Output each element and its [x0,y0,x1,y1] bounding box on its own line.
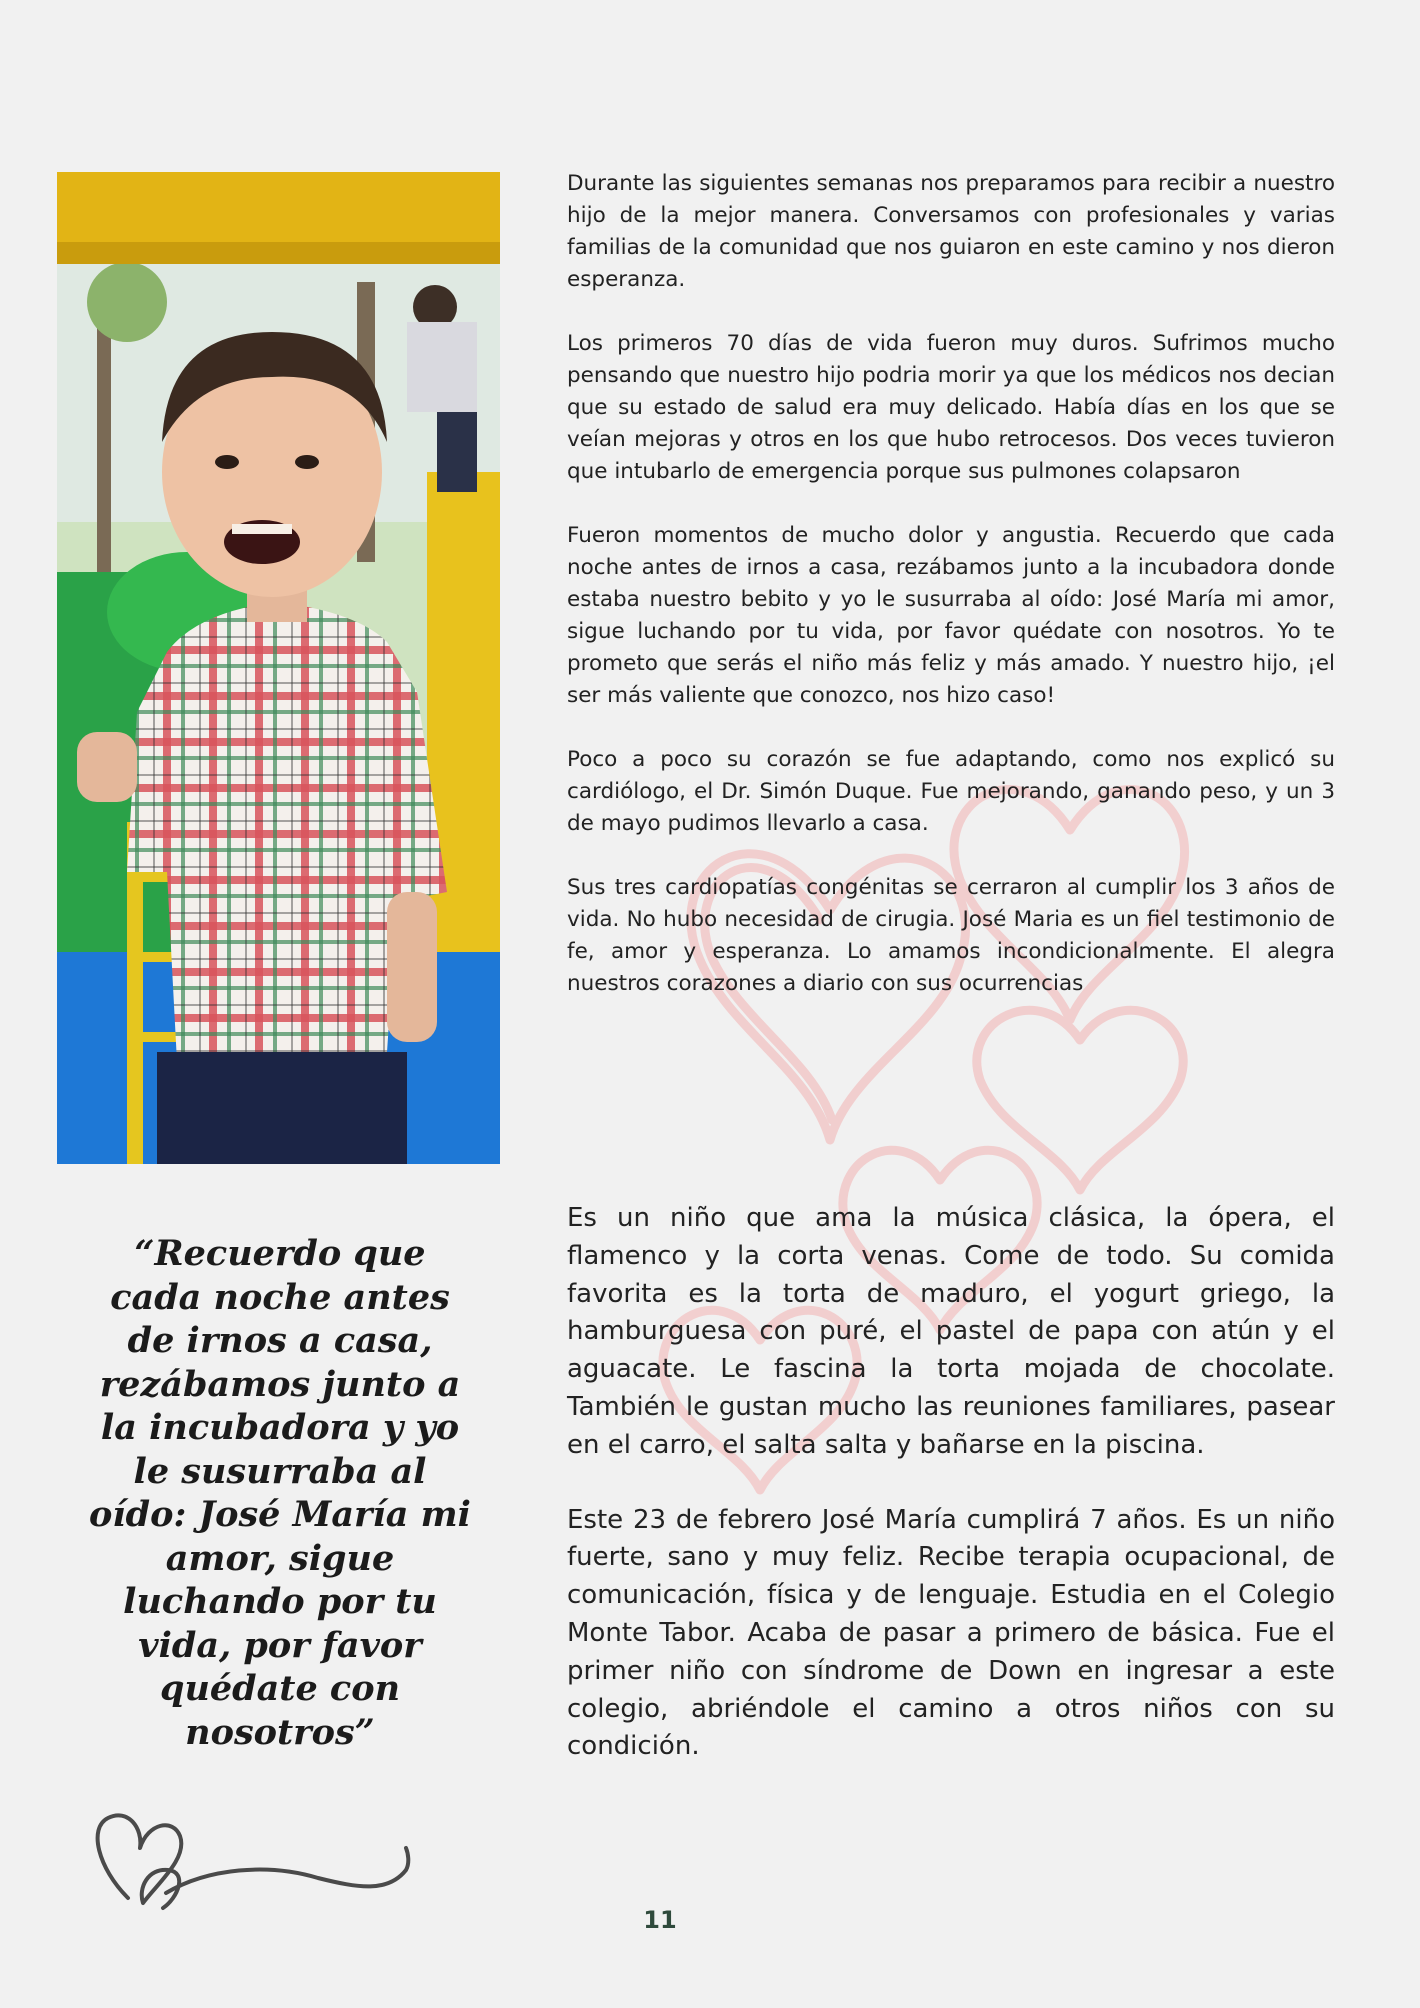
paragraph: Es un niño que ama la música clásica, la ópera, el flamenco y la corta venas. Come de todo. Su comida favorita es la torta de maduro, el yogurt griego, la hamburguesa con puré, el pastel de papa con atún y el aguacate. Le fascina la torta mojada de chocolate. También le gustan mucho las reuniones familiares, pasear en el carro, el salta salta y bañarse en la piscina. [567,1203,1335,1460]
paragraph: Poco a poco su corazón se fue adaptando, como nos explicó su cardiólogo, el Dr. Simón Duque. Fue mejorando, ganando peso, y un 3 de mayo pudimos llevarlo a casa. [567,747,1335,836]
paragraph: Durante las siguientes semanas nos preparamos para recibir a nuestro hijo de la mejor manera. Conversamos con profesionales y varias familias de la comunidad que nos guiaron en este camino y nos dieron esperanza. [567,171,1335,292]
heart-watermark-icon [977,1010,1183,1190]
paragraph: Sus tres cardiopatías congénitas se cerraron al cumplir los 3 años de vida. No hubo necesidad de cirugia. José Maria es un fiel testimonio de fe, amor y esperanza. Lo amamos incondicionalmente. El alegra nuestros corazones a diario con sus ocurrencias [567,875,1335,996]
article-top-column [567,168,1335,1032]
paragraph: Fueron momentos de mucho dolor y angustia. Recuerdo que cada noche antes de irnos a casa, rezábamos junto a la incubadora donde estaba nuestro bebito y yo le susurraba al oído: José María mi amor, sigue luchando por tu vida, por favor quédate con nosotros. Yo te prometo que serás el niño más feliz y más amado. Y nuestro hijo, ¡el ser más valiente que conozco, nos hizo caso! [567,523,1335,708]
pull-quote: “Recuerdo que cada noche antes de irnos a casa, rezábamos junto a la incubadora y yo le susurraba al oído: José María mi amor, sigue luchando por tu vida, por favor quédate con nosotros” [89,1233,471,1753]
paragraph: Este 23 de febrero José María cumplirá 7 años. Es un niño fuerte, sano y muy feliz. Recibe terapia ocupacional, de comunicación, física y de lenguaje. Estudia en el Colegio Monte Tabor. Acaba de pasar a primero de básica. Fue el primer niño con síndrome de Down en ingresar a este colegio, abriéndole el camino a otros niños con su condición. [567,1504,1335,1762]
child-photo [57,172,500,1164]
page-number: 11 [643,1906,677,1934]
article-bottom-column [567,1200,1335,1803]
heart-signature-icon [88,1808,418,1918]
paragraph: Los primeros 70 días de vida fueron muy duros. Sufrimos mucho pensando que nuestro hijo podria morir ya que los médicos nos decian que su estado de salud era muy delicado. Había días en los que se veían mejoras y otros en los que hubo retrocesos. Dos veces tuvieron que intubarlo de emergencia porque sus pulmones colapsaron [567,331,1335,484]
child-photo-illustration [57,172,500,1164]
